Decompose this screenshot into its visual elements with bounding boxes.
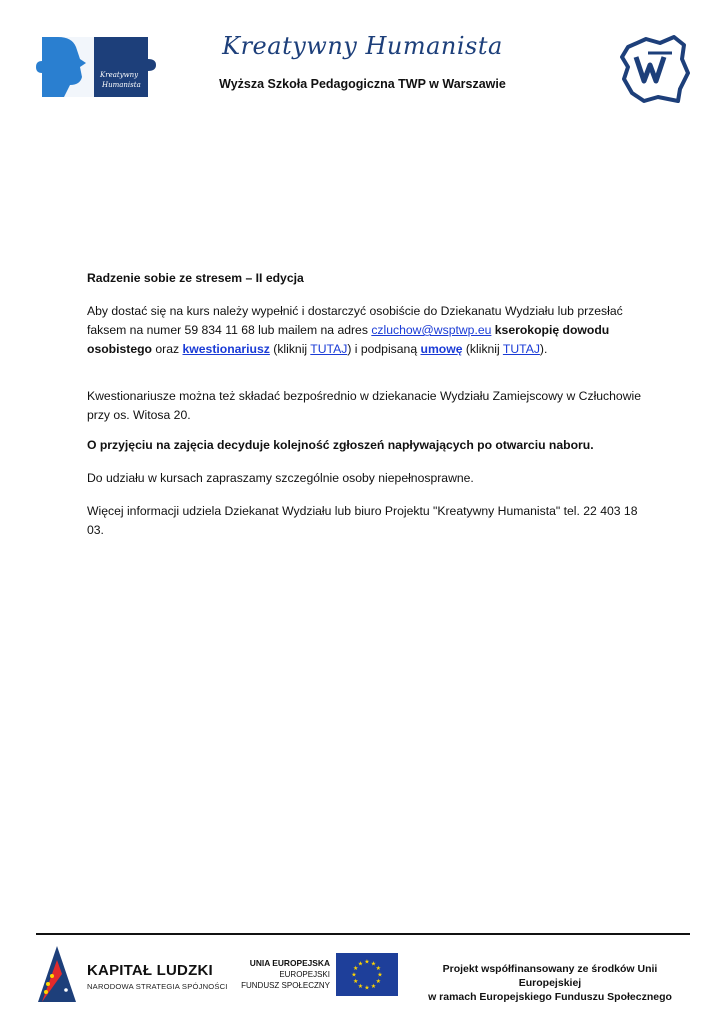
eu-line2: EUROPEJSKI	[279, 970, 330, 979]
id-copy-text: kserokopię dowodu osobistego	[87, 323, 610, 356]
kapital-ludzki-logo-icon	[38, 946, 76, 1002]
eu-star-icon: ★	[375, 966, 381, 973]
contract-link[interactable]: umowę	[420, 342, 463, 356]
contract-tutaj-link[interactable]: TUTAJ	[502, 342, 540, 356]
paragraph-admission-order: O przyjęciu na zajęcia decyduje kolejność zgłoszeń napływających po otwarciu naboru.	[87, 438, 594, 452]
eu-star-icon: ★	[370, 983, 377, 990]
eu-star-icon: ★	[370, 961, 377, 968]
project-line2: w ramach Europejskiego Funduszu Społecznego	[428, 991, 672, 1003]
project-funding-text	[410, 962, 690, 1004]
eu-text-block	[230, 958, 330, 991]
eu-flag-icon	[336, 953, 398, 996]
header-title: Kreatywny Humanista	[222, 32, 503, 60]
eu-star-icon: ★	[357, 961, 364, 968]
eu-star-icon: ★	[375, 979, 381, 986]
paragraph-contact-info: Więcej informacji udziela Dziekanat Wydziału lub biuro Projektu "Kreatywny Humanista" tel. 22 403 18 03.	[87, 504, 638, 537]
kapital-ludzki-title: KAPITAŁ LUDZKI	[87, 962, 213, 979]
logo-text-line1: Kreatywny	[100, 71, 139, 79]
p1-text-6: (kliknij	[462, 342, 503, 356]
logo-text-line2: Humanista	[102, 81, 141, 89]
paragraph-direct-submission: Kwestionariusze można też składać bezpośrednio w dziekanacie Wydziału Zamiejscowy w Człuchowie przy os. Witosa 20.	[87, 389, 641, 422]
eu-title: UNIA EUROPEJSKA	[249, 958, 330, 968]
eu-star-icon: ★	[353, 966, 359, 973]
project-line1: Projekt współfinansowany ze środków Unii Europejskiej	[442, 963, 658, 989]
email-link[interactable]: czluchow@wsptwp.eu	[371, 323, 492, 337]
document-title: Radzenie sobie ze stresem – II edycja	[87, 271, 304, 285]
paragraph-invitation: Do udziału w kursach zapraszamy szczególnie osoby niepełnosprawne.	[87, 471, 474, 485]
p1-text-7: ).	[539, 342, 548, 356]
eu-star-icon: ★	[364, 959, 370, 966]
questionnaire-tutaj-link[interactable]: TUTAJ	[310, 342, 348, 356]
eu-star-icon: ★	[364, 985, 370, 992]
eu-line3: FUNDUSZ SPOŁECZNY	[241, 981, 330, 990]
p1-text-5: ) i podpisaną	[347, 342, 421, 356]
p1-text-4: (kliknij	[269, 342, 311, 356]
paragraph-application	[87, 302, 642, 359]
footer-divider	[36, 933, 690, 935]
eu-star-icon: ★	[377, 972, 383, 979]
eu-star-icon: ★	[357, 983, 364, 990]
kapital-ludzki-subtitle: NARODOWA STRATEGIA SPÓJNOŚCI	[87, 982, 228, 991]
questionnaire-link[interactable]: kwestionariusz	[182, 342, 270, 356]
p1-text-1: Aby dostać się na kurs należy wypełnić i dostarczyć osobiście do Dziekanatu Wydziału lub przesłać faksem na numer 59 834 11 68 lub mailem na adres	[87, 304, 623, 337]
eu-star-icon: ★	[351, 972, 357, 979]
twp-poland-map-icon	[618, 33, 690, 105]
p1-text-3: oraz	[152, 342, 183, 356]
eu-star-icon: ★	[353, 979, 359, 986]
header-subtitle: Wyższa Szkoła Pedagogiczna TWP w Warszawie	[219, 77, 506, 91]
